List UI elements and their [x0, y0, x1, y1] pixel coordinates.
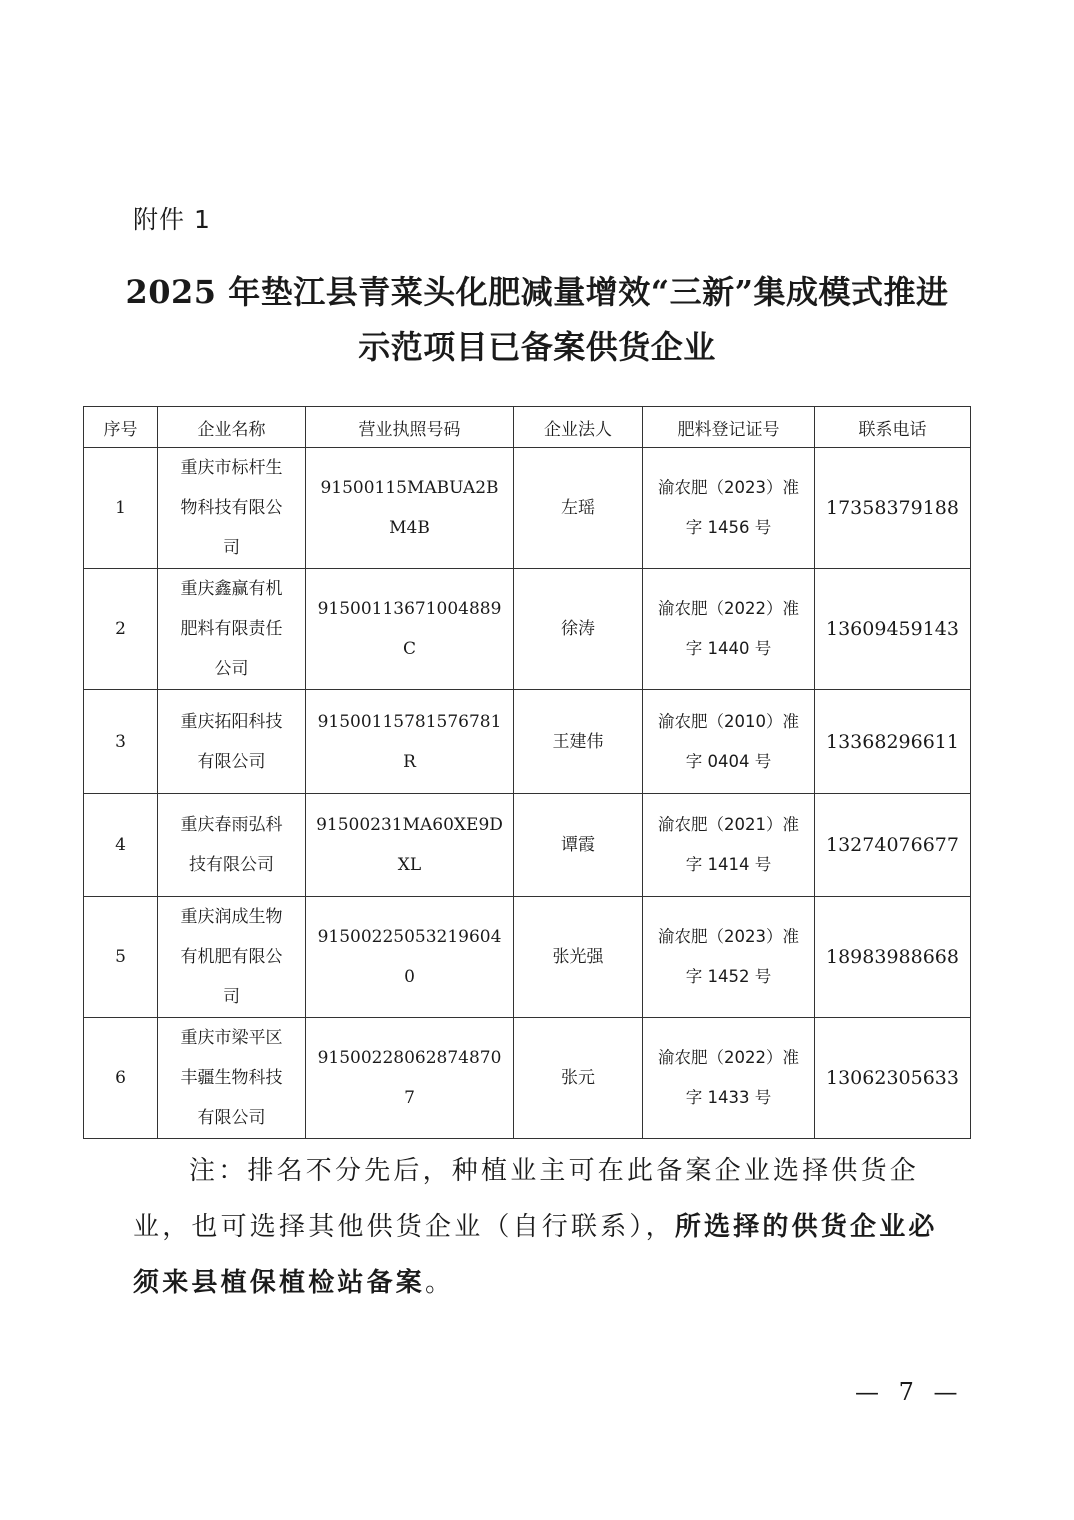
- legal-person: 左瑶: [514, 448, 643, 569]
- legal-person: 王建伟: [514, 690, 643, 794]
- license-number: 915002280628748707: [317, 1048, 502, 1108]
- legal-person: 张光强: [514, 897, 643, 1018]
- header-license: 营业执照号码: [306, 407, 514, 448]
- header-company: 企业名称: [158, 407, 306, 448]
- table-row: [84, 794, 971, 897]
- fertilizer-cert: 渝农肥（2022）准字 1440 号: [658, 599, 799, 658]
- note-end: 。: [425, 1268, 455, 1298]
- table-row: [84, 897, 971, 1018]
- company-name: 重庆市梁平区丰疆生物科技有限公司: [180, 1028, 283, 1128]
- document-title-line2: 示范项目已备案供货企业: [358, 328, 716, 366]
- row-no: 5: [84, 897, 158, 1018]
- phone-number: 13368296611: [815, 690, 971, 794]
- license-number: 91500113671004889C: [317, 599, 502, 659]
- fertilizer-cert: 渝农肥（2021）准字 1414 号: [658, 815, 799, 874]
- license-number: 915002250532196040: [317, 927, 502, 987]
- license-number: 91500115MABUA2BM4B: [320, 478, 499, 538]
- row-no: 6: [84, 1018, 158, 1139]
- note-emphasis: 所选择的供货企业必须来县植保植检站备案: [133, 1212, 938, 1298]
- note-paragraph: [133, 1143, 945, 1311]
- fertilizer-cert: 渝农肥（2023）准字 1452 号: [658, 927, 799, 986]
- header-no: 序号: [84, 407, 158, 448]
- header-cert: 肥料登记证号: [643, 407, 815, 448]
- supplier-table: [83, 406, 971, 1139]
- page-number: — 7 —: [855, 1378, 964, 1406]
- table-row: [84, 569, 971, 690]
- legal-person: 徐涛: [514, 569, 643, 690]
- table-row: [84, 448, 971, 569]
- header-legal-person: 企业法人: [514, 407, 643, 448]
- legal-person: 谭霞: [514, 794, 643, 897]
- note-text: 注：排名不分先后，种植业主可在此备案企业选择供货企业，也可选择其他供货企业（自行联系），: [133, 1156, 920, 1242]
- attachment-label: 附件 1: [133, 205, 211, 234]
- document-title-line1: 2025 年垫江县青菜头化肥减量增效“三新”集成模式推进: [125, 273, 949, 311]
- header-phone: 联系电话: [815, 407, 971, 448]
- fertilizer-cert: 渝农肥（2010）准字 0404 号: [658, 711, 799, 771]
- row-no: 4: [84, 794, 158, 897]
- fertilizer-cert: 渝农肥（2023）准字 1456 号: [658, 478, 799, 537]
- legal-person: 张元: [514, 1018, 643, 1139]
- phone-number: 13609459143: [815, 569, 971, 690]
- phone-number: 18983988668: [815, 897, 971, 1018]
- license-number: 91500115781576781R: [317, 711, 502, 772]
- table-header-row: [84, 407, 971, 448]
- row-no: 1: [84, 448, 158, 569]
- company-name: 重庆春雨弘科技有限公司: [180, 815, 283, 875]
- phone-number: 13062305633: [815, 1018, 971, 1139]
- company-name: 重庆市标杆生物科技有限公司: [180, 458, 283, 558]
- row-no: 2: [84, 569, 158, 690]
- company-name: 重庆拓阳科技有限公司: [180, 711, 283, 772]
- license-number: 91500231MA60XE9DXL: [316, 815, 503, 875]
- phone-number: 13274076677: [815, 794, 971, 897]
- company-name: 重庆润成生物有机肥有限公司: [180, 907, 283, 1007]
- row-no: 3: [84, 690, 158, 794]
- company-name: 重庆鑫赢有机肥料有限责任公司: [180, 579, 283, 679]
- table-row: [84, 690, 971, 794]
- fertilizer-cert: 渝农肥（2022）准字 1433 号: [658, 1048, 799, 1107]
- phone-number: 17358379188: [815, 448, 971, 569]
- table-row: [84, 1018, 971, 1139]
